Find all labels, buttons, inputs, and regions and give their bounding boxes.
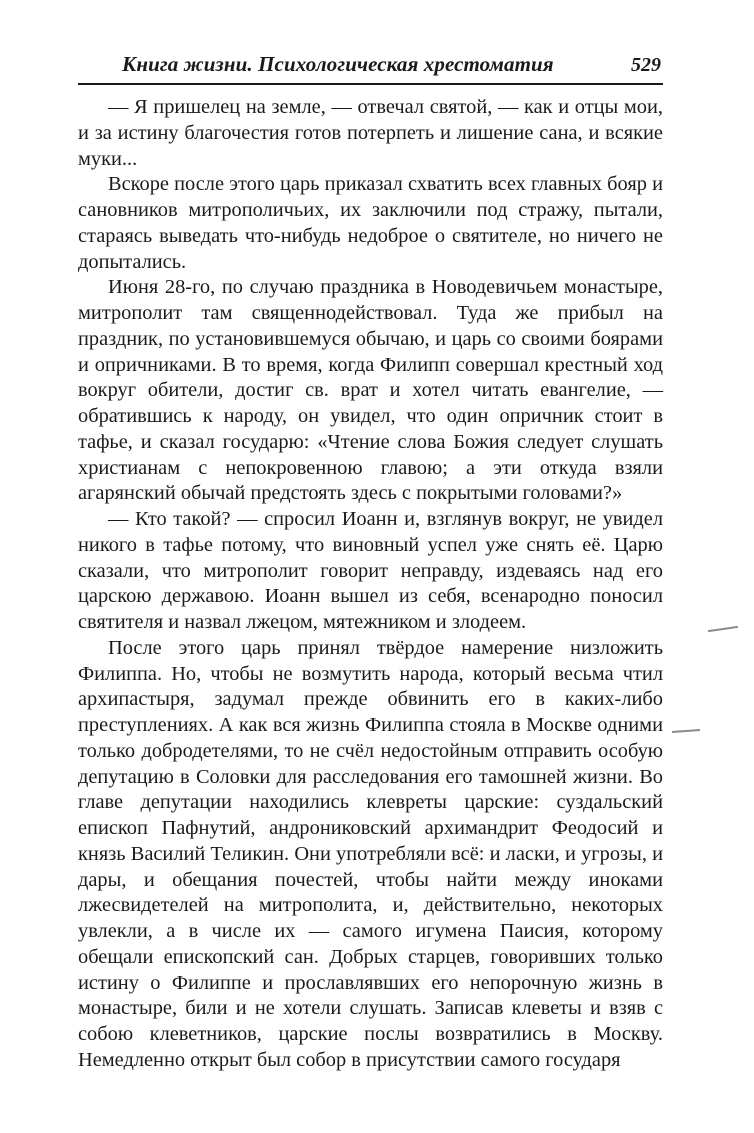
book-title: Книга жизни. Психологическая хрестоматия [122,52,554,76]
margin-scan-mark-2 [672,729,700,733]
paragraph-4: — Кто такой? — спросил Иоанн и, взглянув вокруг, не увидел никого в тафье потому, что виновный успел уже снять её. Царю сказали, что митрополит говорит неправду, издеваясь над его царскою державою. Иоанн вышел из себя, всенародно поносил святителя и назвал лжецом, мятежником и злодеем. [78,508,663,633]
paragraph-1: — Я пришелец на земле, — отвечал святой, — как и отцы мои, и за истину благочестия готов потерпеть и лишение сана, и всякие муки... [78,96,663,170]
running-header [78,52,663,85]
page-number: 529 [631,54,661,76]
paragraph-3: Июня 28-го, по случаю праздника в Новодевичьем монастыре, митрополит там священнодействовал. Туда же прибыл на праздник, по установившемуся обычаю, и царь со своими боярами и опричниками. В то время, когда Филипп совершал крестный ход вокруг обители, достиг св. врат и хотел читать евангелие, — обратившись к народу, он увидел, что один опричник стоит в тафье, и сказал государю: «Чтение слова Божия следует слушать христианам с непокровенною главою; а эти откуда взяли агарянский обычай предстоять здесь с покрытыми головами?» [78,276,663,505]
paragraph-5: После этого царь принял твёрдое намерение низложить Филиппа. Но, чтобы не возмутить народа, который весьма чтил архипастыря, задумал прежде обвинить его в каких-либо преступлениях. А как вся жизнь Филиппа стояла в Москве одними только добродетелями, то не счёл недостойным отправить особую депутацию в Соловки для расследования его тамошней жизни. Во главе депутации находились клевреты царские: суздальский епископ Пафнутий, андрониковский архимандрит Феодосий и князь Василий Теликин. Они употребляли всё: и ласки, и угрозы, и дары, и обещания почестей, чтобы найти между иноками лжесвидетелей на митрополита, и, действительно, некоторых увлекли, а в числе их — самого игумена Паисия, которому обещали епископский сан. Добрых старцев, говоривших только истину о Филиппе и прославлявших его непорочную жизнь в монастыре, били и не хотели слушать. Записав клеветы и взяв с собою клеветников, царские послы возвратились в Москву. Немедленно открыт был собор в присутствии самого государя [78,636,663,1071]
margin-scan-mark [708,626,738,632]
paragraph-2: Вскоре после этого царь приказал схватить всех главных бояр и сановников митрополичьих, их заключили под стражу, пытали, стараясь выведать что-нибудь недоброе о святителе, но ничего не допытались. [78,173,663,273]
body-text [78,95,663,1074]
book-page [78,52,663,1074]
